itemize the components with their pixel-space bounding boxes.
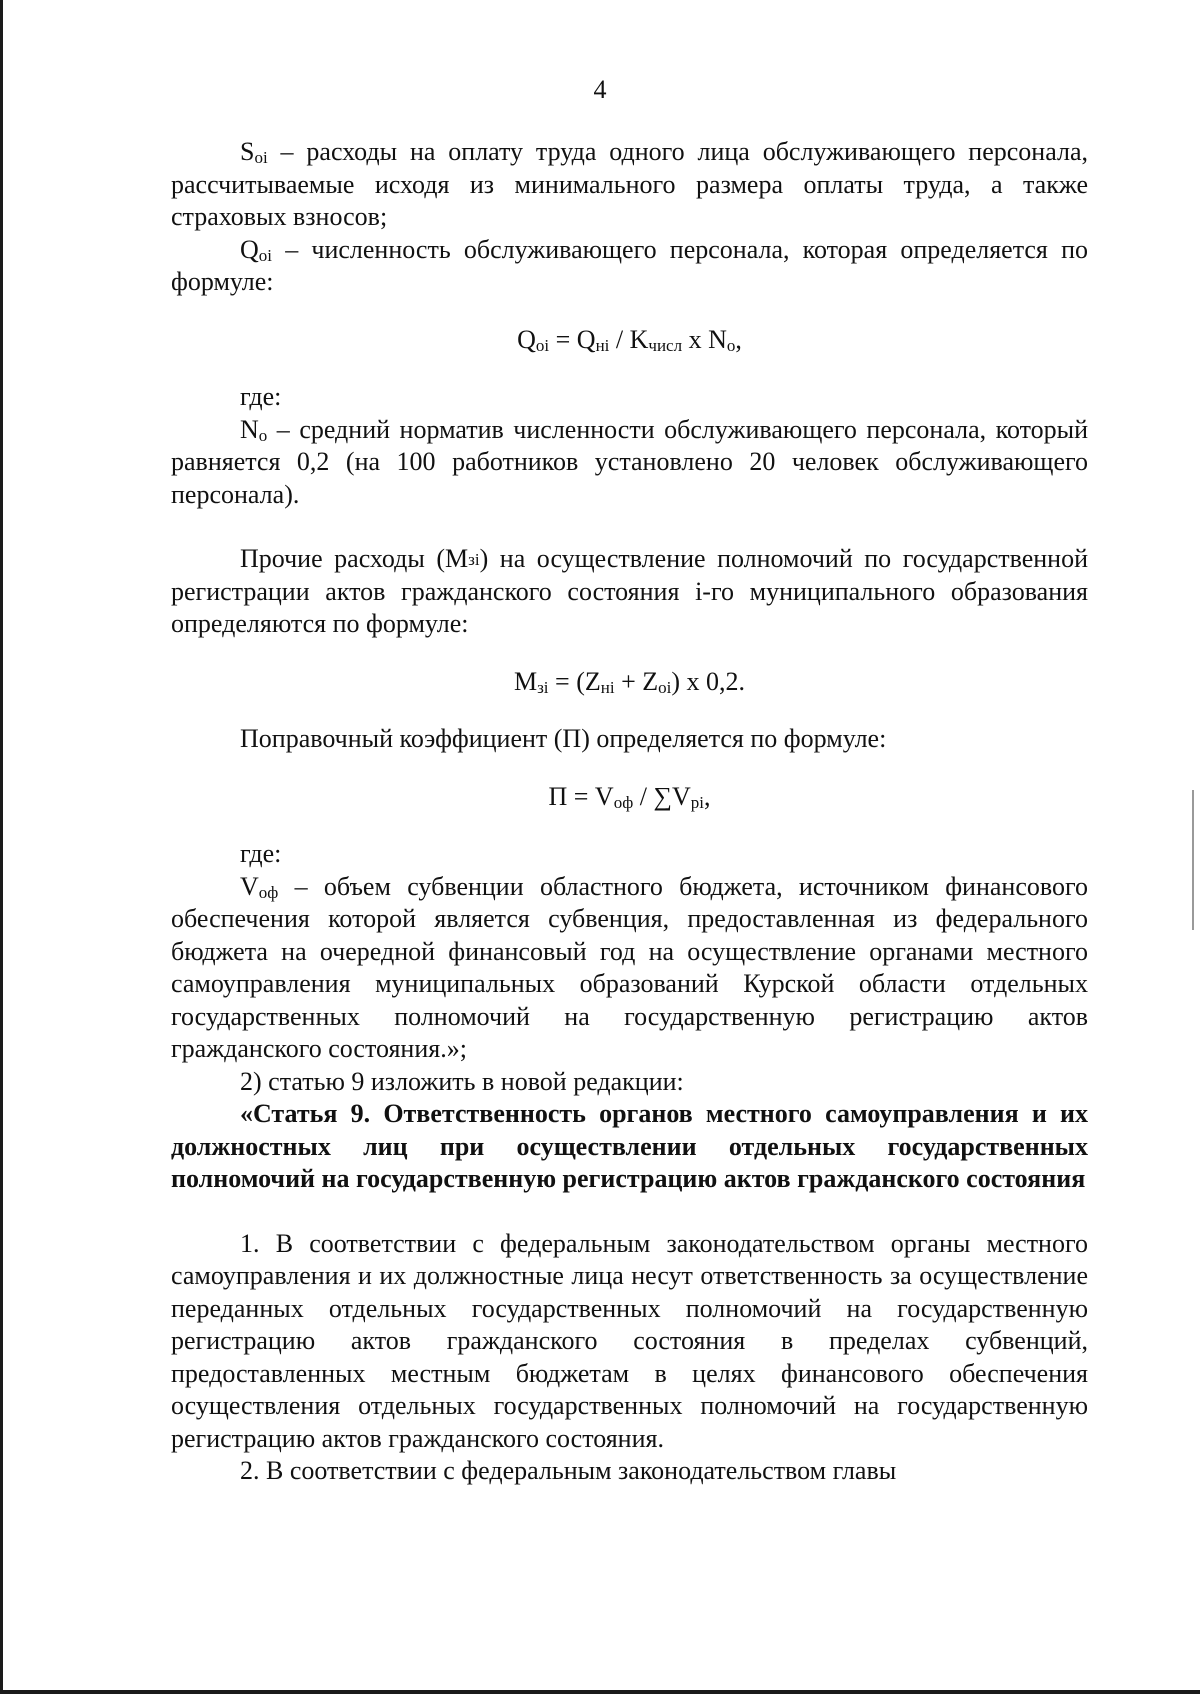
article-9-heading: «Статья 9. Ответственность органов местного самоуправления и их должностных лиц при осуществлении отдельных государственных полномочий на государственную регистрацию актов гражданского состояния — [171, 1099, 1088, 1193]
formula-part: = Q — [549, 324, 596, 354]
paragraph-text: – объем субвенции областного бюджета, источником финансового обеспечения которой является субвенция, предоставленная из федерального бюджета на очередной финансовый год на осуществление органами местного самоуправления муниципальных образований Курской области отдельных государственных полномочий на государственную регистрацию актов гражданского состояния.»; — [171, 871, 1088, 1063]
formula-part: / K — [609, 324, 649, 354]
formula-subscript: oi — [658, 677, 672, 697]
formula-part: x N — [682, 324, 727, 354]
paragraph-qoi — [171, 234, 1088, 299]
symbol-subscript: оф — [258, 882, 279, 902]
formula-part: , — [704, 781, 711, 811]
paragraph-no — [171, 414, 1088, 512]
formula-subscript: oi — [535, 335, 550, 355]
paragraph-text: Прочие расходы (M — [240, 544, 469, 573]
scan-border-left — [0, 0, 3, 1694]
formula-part: M — [513, 666, 538, 696]
formula-part: + Z — [614, 666, 659, 696]
formula-part: Q — [517, 324, 536, 354]
symbol-subscript: o — [258, 425, 268, 445]
paragraph-article-9-intro: 2) статью 9 изложить в новой редакции: — [240, 1066, 684, 1096]
formula-p — [171, 781, 1088, 814]
formula-subscript: числ — [648, 335, 683, 355]
symbol-subscript: oi — [258, 245, 273, 265]
formula-part: П = V — [548, 781, 614, 811]
symbol-subscript: oi — [254, 148, 268, 167]
formula-subscript: нi — [595, 335, 610, 355]
paragraph-vof — [171, 871, 1088, 1066]
formula-subscript: нi — [600, 677, 615, 697]
symbol: Q — [240, 234, 259, 264]
scan-mark-right — [1192, 790, 1194, 930]
formula-subscript: зi — [537, 677, 549, 697]
paragraph-text: – расходы на оплату труда одного лица обслуживающего персонала, рассчитываемые исходя из минимального размера оплаты труда, а также страховых взносов; — [171, 137, 1088, 231]
symbol: S — [240, 137, 255, 166]
formula-subscript: оф — [613, 792, 634, 812]
symbol: N — [240, 414, 259, 444]
paragraph-soi — [171, 136, 1088, 234]
formula-subscript: o — [726, 335, 736, 355]
formula-qoi — [171, 324, 1088, 357]
formula-part: / ∑V — [633, 781, 691, 811]
where-label: где: — [240, 382, 282, 411]
paragraph-clause-1: 1. В соответствии с федеральным законодательством органы местного самоуправления и их должностные лица несут ответственность за осуществление переданных отдельных государственных полномочий на государственную регистрацию актов гражданского состояния в пределах субвенций, предоставленных местным бюджетам в целях финансового обеспечения осуществления отдельных государственных полномочий на государственную регистрацию актов гражданского состояния. — [171, 1228, 1088, 1453]
formula-mzi — [171, 666, 1088, 699]
formula-subscript: pi — [690, 792, 704, 812]
document-body — [171, 136, 1088, 1488]
formula-part: ) x 0,2. — [671, 666, 746, 696]
where-label: где: — [240, 839, 282, 868]
paragraph-text: – средний норматив численности обслуживающего персонала, который равняется 0,2 (на 100 работников установлено 20 человек обслуживающего персонала). — [171, 414, 1088, 509]
scan-border-bottom — [0, 1690, 1200, 1694]
page-number: 4 — [593, 75, 607, 104]
paragraph-correction-coefficient: Поправочный коэффициент (П) определяется по формуле: — [240, 724, 887, 753]
paragraph-text: – численность обслуживающего персонала, которая определяется по формуле: — [171, 234, 1088, 296]
formula-part: = (Z — [548, 666, 601, 696]
symbol: V — [240, 871, 259, 901]
paragraph-text: ) на осуществление полномочий по государственной регистрации актов гражданского состояния i-го муниципального образования определяются по формуле: — [171, 544, 1089, 638]
formula-part: , — [735, 324, 742, 354]
paragraph-clause-2: 2. В соответствии с федеральным законодательством главы — [240, 1456, 897, 1485]
symbol-subscript: зi — [468, 550, 480, 569]
paragraph-other-costs — [171, 543, 1088, 641]
